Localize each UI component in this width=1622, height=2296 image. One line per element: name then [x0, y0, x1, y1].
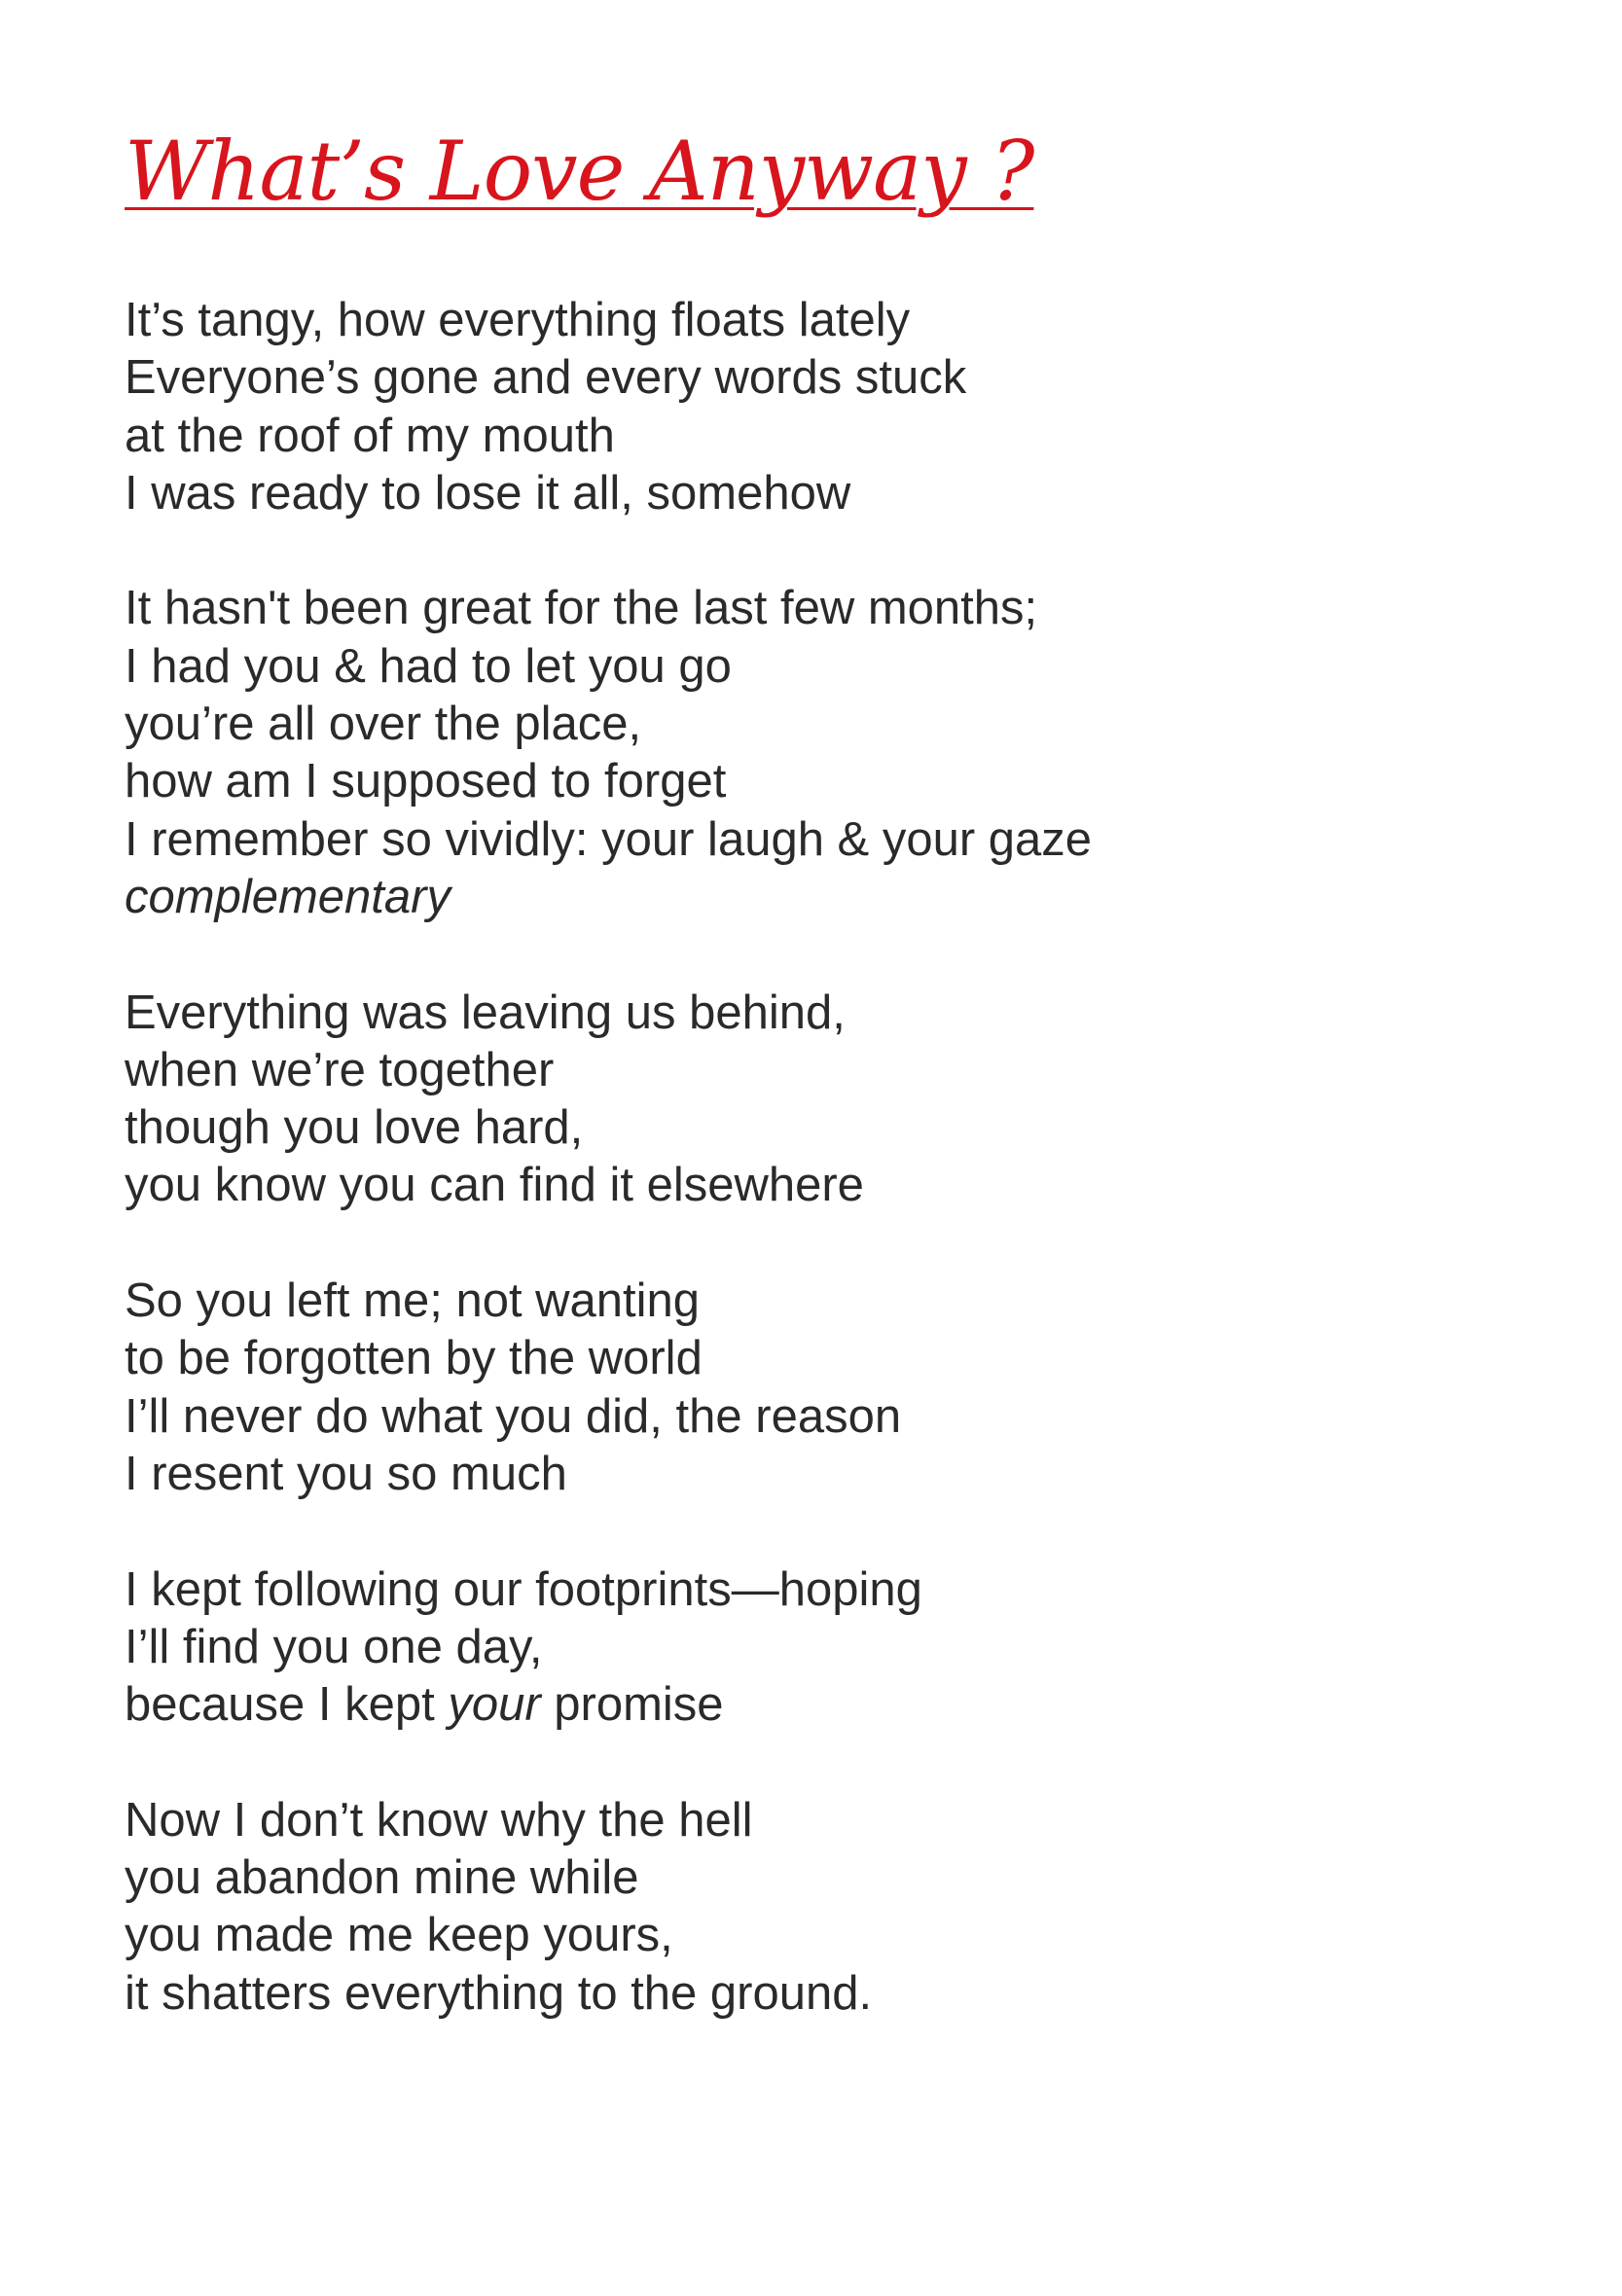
poem-line: when we’re together [125, 1043, 555, 1096]
poem-line: I’ll never do what you did, the reason [125, 1389, 902, 1443]
line-text-before: because I kept [125, 1678, 449, 1732]
stanza-1 [125, 292, 1092, 522]
poem-line-italic: complementary [125, 870, 451, 923]
poem-line: how am I supposed to forget [125, 755, 727, 808]
poem-line: I was ready to lose it all, somehow [125, 466, 851, 520]
poem-line: you made me keep yours, [125, 1909, 673, 1962]
poem-line: So you left me; not wanting [125, 1274, 701, 1328]
poem-line: It hasn't been great for the last few months; [125, 582, 1038, 635]
poem-line: It’s tangy, how everything floats lately [125, 294, 911, 346]
poem-line: at the roof of my mouth [125, 409, 615, 462]
poem-line: Everyone’s gone and every words stuck [125, 351, 967, 405]
line-text-after: promise [540, 1678, 724, 1732]
stanza-6 [125, 1792, 1092, 2023]
stanza-2 [125, 580, 1092, 926]
stanza-5 [125, 1561, 1092, 1735]
poem-line: I had you & had to let you go [125, 639, 732, 693]
stanza-3 [125, 985, 1092, 1215]
stanza-4 [125, 1273, 1092, 1503]
poem-body [125, 292, 1092, 2080]
poem-title: What’s Love Anyway ? [125, 124, 1034, 219]
poem-line: Now I don’t know why the hell [125, 1793, 753, 1847]
poem-line: to be forgotten by the world [125, 1332, 703, 1385]
poem-line: it shatters everything to the ground. [125, 1966, 873, 2020]
poem-line: Everything was leaving us behind, [125, 986, 846, 1039]
poem-line: you know you can find it elsewhere [125, 1159, 864, 1212]
poem-line: I remember so vividly: your laugh & your gaze [125, 812, 1093, 866]
poem-line-mixed [125, 1676, 1092, 1734]
emphasized-word: your [448, 1678, 541, 1732]
poem-line: I’ll find you one day, [125, 1620, 543, 1673]
poem-line: I kept following our footprints—hoping [125, 1562, 922, 1616]
poem-line: though you love hard, [125, 1101, 584, 1155]
poem-line: I resent you so much [125, 1447, 567, 1500]
poem-line: you abandon mine while [125, 1851, 639, 1905]
poem-line: you’re all over the place, [125, 698, 642, 751]
